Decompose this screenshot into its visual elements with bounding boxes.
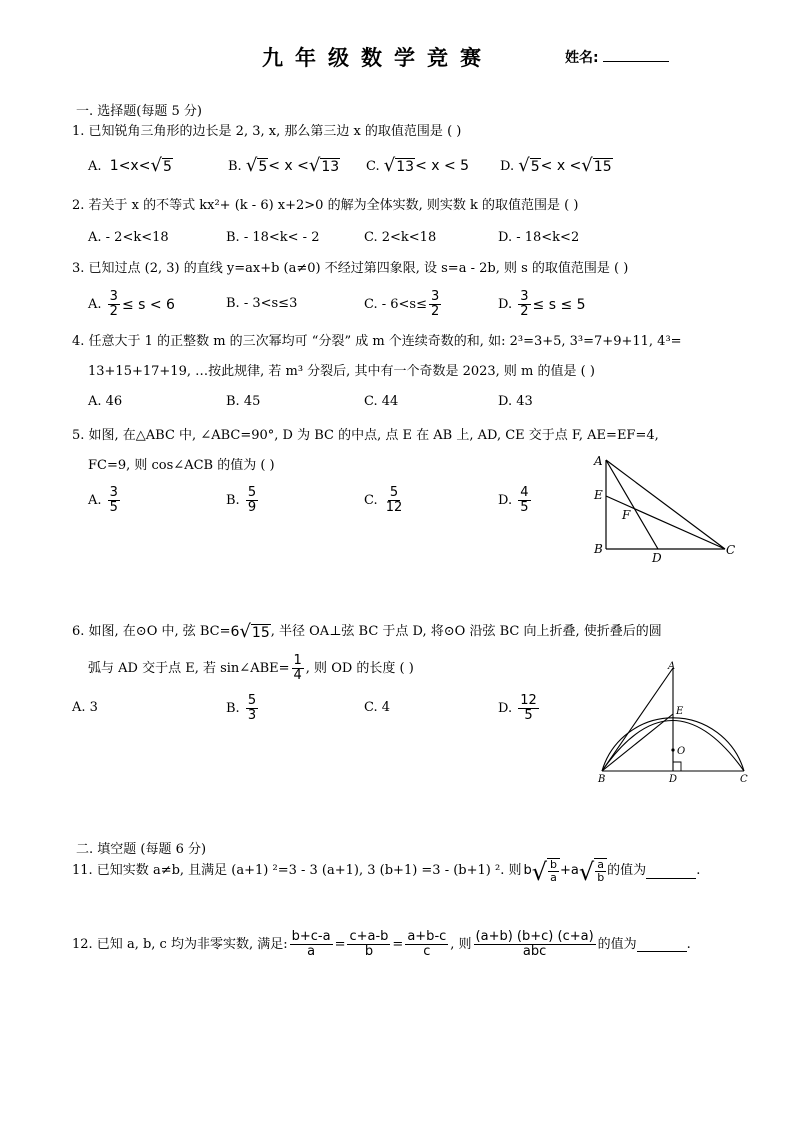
q2-option-b[interactable]: B. - 18<k< - 2 [226,230,320,245]
q12-f2-num: c+a-b [349,929,389,944]
q6-d-label: D. [498,701,513,716]
question-5-line2: FC=9, 则 cos∠ACB 的值为 ( ) [88,458,275,473]
q3-c-num: 3 [431,289,440,304]
q12-period: . [686,936,691,952]
q11-f1-num: b [550,858,558,871]
q5-figure [586,452,746,567]
q6-figure [592,658,758,784]
q6-coef: 6 [230,624,240,640]
q6-sin-den: 4 [293,668,302,683]
q1-a-label: A. [88,158,102,174]
q5-a-den: 5 [109,500,118,515]
q1-b-sqrt1: √ 5 [245,155,268,176]
section-title-fill: 二. 填空题 (每题 6 分) [76,842,207,857]
q1-b-label: B. [228,158,242,174]
q11-sqrt2: √ $\frac{a}{b}$ [579,858,607,884]
q3-option-b[interactable]: B. - 3<s≤3 [226,296,298,311]
q12-eq1: = [334,936,346,952]
q6-label-c: C [740,774,748,784]
q11-frac1 [548,859,559,884]
q1-d-sqrt2: √ 15 [581,155,612,176]
q12-f3-den: c [423,944,431,959]
q1-a-rad: 5 [162,159,172,175]
q6-d-num: 12 [520,693,537,708]
q6-sin-num: 1 [293,653,302,668]
q3-d-frac [518,290,530,319]
q3-a-num: 3 [109,289,118,304]
q6-option-d[interactable] [498,694,541,723]
q1-b-mid: < x < [268,158,309,174]
q5-b-frac [246,486,258,515]
q12-frac3 [405,930,448,959]
question-11 [72,858,700,884]
q6-b-den: 3 [247,708,257,723]
q5-a-label: A. [88,493,102,508]
q5-seg-ad [606,460,658,549]
name-label-text: 姓名: [565,50,599,66]
q4-option-b[interactable]: B. 45 [226,394,261,409]
q5-label-d: D [652,551,662,565]
q6-line2-a: 弧与 AD 交于点 E, 若 sin∠ABE= [88,660,290,676]
q11-answer-blank[interactable] [646,864,696,879]
q3-d-label: D. [498,297,513,312]
q12-f1-num: b+c-a [291,929,331,944]
q6-b-label: B. [226,701,240,716]
q3-a-label: A. [88,297,102,312]
name-blank[interactable] [603,47,669,62]
q5-label-a: A [594,454,603,468]
q1-c-rad: 13 [396,159,415,175]
q5-label-f: F [622,508,631,522]
q1-c-label: C. [366,158,380,174]
q1-option-c[interactable] [366,157,469,175]
q6-label-b: B [598,774,606,784]
question-1-stem: 1. 已知锐角三角形的边长是 2, 3, x, 那么第三边 x 的取值范围是 ( ) [72,124,462,139]
q5-c-label: C. [364,493,378,508]
q6-sqrt: √ 15 [239,621,270,642]
q12-answer-blank[interactable] [637,937,687,952]
q6-right-angle-mark [673,762,681,771]
q6-center-point [671,748,674,751]
question-4-line1: 4. 任意大于 1 的正整数 m 的三次幂均可 “分裂” 成 m 个连续奇数的和, 如: 2³=3+5, 3³=7+9+11, 4³= [72,334,682,349]
q3-a-rest: ≤ s < 6 [121,296,175,313]
q1-b-rad1: 5 [258,159,268,175]
q12-eq2: = [392,936,404,952]
q1-option-a[interactable] [88,157,173,175]
q5-d-den: 5 [520,500,529,515]
q5-a-num: 3 [109,485,118,500]
q5-label-e: E [594,488,603,502]
q11-f1-den: a [550,871,557,884]
q1-c-sqrt: √ 13 [383,155,415,176]
q12-f4-den: abc [522,944,547,959]
q12-text-a: 12. 已知 a, b, c 均为非零实数, 满足: [72,936,288,952]
question-12 [72,930,691,959]
q12-text-b: 的值为 [597,936,637,952]
q3-option-c[interactable] [364,290,443,319]
q3-option-a[interactable] [88,290,175,319]
q11-period: . [696,863,701,878]
q2-option-d[interactable]: D. - 18<k<2 [498,230,580,245]
q3-c-frac [429,290,441,319]
q1-d-label: D. [500,158,515,174]
q3-option-d[interactable] [498,290,586,319]
q11-text-b: 的值为 [607,863,647,878]
q1-a-text: 1<x< [109,158,151,174]
q6-label-a: A [668,661,676,672]
q12-frac4 [474,930,596,959]
q5-label-c: C [726,543,736,557]
q3-c-den: 2 [431,304,440,319]
q12-f1-den: a [307,944,316,959]
q5-b-den: 9 [247,500,257,515]
question-5-line1: 5. 如图, 在△ABC 中, ∠ABC=90°, D 为 BC 的中点, 点 E 在 AB 上, AD, CE 交于点 F, AE=EF=4, [72,428,659,443]
question-3-stem: 3. 已知过点 (2, 3) 的直线 y=ax+b (a≠0) 不经过第四象限, 设 s=a - 2b, 则 s 的取值范围是 ( ) [72,261,629,276]
q1-c-mid: < x < 5 [415,158,470,174]
q1-d-sqrt1: √ 5 [518,155,540,176]
q1-option-b[interactable] [228,157,340,175]
q6-d-den: 5 [524,708,533,723]
q12-f2-den: b [364,944,374,959]
q4-option-a[interactable]: A. 46 [88,394,123,409]
q2-option-a[interactable]: A. - 2<k<18 [88,230,169,245]
q11-f2-num: a [597,858,605,871]
page-title: 九年级数学竞赛 [262,46,493,70]
q6-sin-frac [292,654,304,683]
q11-f2-den: b [597,871,605,884]
q6-b-frac [246,694,258,723]
q5-d-frac [518,486,530,515]
q11-sqrt1: √ $\frac{b}{a}$ [532,858,560,884]
name-label [565,47,669,67]
q6-rad: 15 [251,625,270,641]
q2-option-c[interactable]: C. 2<k<18 [364,230,437,245]
q11-b1: b [523,863,532,878]
q3-d-rest: ≤ s ≤ 5 [532,296,586,313]
q6-seg-be [602,714,673,771]
q5-a-frac [108,486,120,515]
q1-option-d[interactable] [500,157,613,175]
q6-label-d: D [669,774,678,784]
q5-option-b[interactable] [226,486,260,515]
q6-label-e: E [676,706,684,717]
q5-option-d[interactable] [498,486,533,515]
q11-frac2 [595,859,606,884]
q12-frac1 [290,930,333,959]
question-2-stem: 2. 若关于 x 的不等式 kx²+ (k - 6) x+2>0 的解为全体实数, 则实数 k 的取值范围是 ( ) [72,198,579,213]
q4-option-c[interactable]: C. 44 [364,394,399,409]
q3-c-label: C. - 6<s≤ [364,297,428,312]
q5-option-a[interactable] [88,486,122,515]
q1-a-sqrt: √ 5 [150,155,172,176]
q5-c-num: 5 [389,485,399,500]
question-6-line2 [88,654,414,683]
q6-option-a[interactable]: A. 3 [72,700,98,715]
q11-text-a: 11. 已知实数 a≠b, 且满足 (a+1) ²=3 - 3 (a+1), 3 (b+1) =3 - (b+1) ². 则 [72,863,522,878]
q1-d-mid: < x < [540,158,582,174]
q6-seg-ab [602,668,673,771]
section-title-choice: 一. 选择题(每题 5 分) [76,104,202,119]
q1-d-rad2: 15 [593,159,612,175]
q5-c-frac [384,486,405,515]
q5-d-label: D. [498,493,513,508]
q5-d-num: 4 [520,485,529,500]
question-4-line2: 13+15+17+19, …按此规律, 若 m³ 分裂后, 其中有一个奇数是 2023, 则 m 的值是 ( ) [88,364,595,379]
q5-c-den: 12 [385,500,403,515]
q5-label-b: B [594,542,603,556]
q6-line1-b: , 半径 OA⊥弦 BC 于点 D, 将⊙O 沿弦 BC 向上折叠, 使折叠后的圆 [270,624,662,639]
q3-d-den: 2 [520,304,529,319]
q1-b-sqrt2: √ 13 [308,155,340,176]
q6-line2-b: , 则 OD 的长度 ( ) [305,660,414,676]
q6-label-o: O [677,746,686,757]
q12-frac2 [347,930,390,959]
q6-d-frac [518,694,539,723]
q3-a-den: 2 [109,304,118,319]
q5-option-c[interactable] [364,486,406,515]
q5-b-num: 5 [247,485,257,500]
q12-then: , 则 [450,936,472,952]
q6-option-c[interactable]: C. 4 [364,700,391,715]
q3-d-num: 3 [520,289,529,304]
q3-a-frac [108,290,120,319]
q6-line1-a: 6. 如图, 在⊙O 中, 弦 BC= [72,624,231,639]
q1-b-rad2: 13 [321,159,340,175]
q12-f4-num: (a+b) (b+c) (c+a) [475,929,594,944]
q1-d-rad1: 5 [530,159,540,175]
q12-f3-num: a+b-c [407,929,447,944]
q11-plus: +a [560,863,579,878]
question-6-line1 [72,622,662,642]
q4-option-d[interactable]: D. 43 [498,394,533,409]
q6-option-b[interactable] [226,694,260,723]
q6-b-num: 5 [247,693,257,708]
q5-b-label: B. [226,493,240,508]
